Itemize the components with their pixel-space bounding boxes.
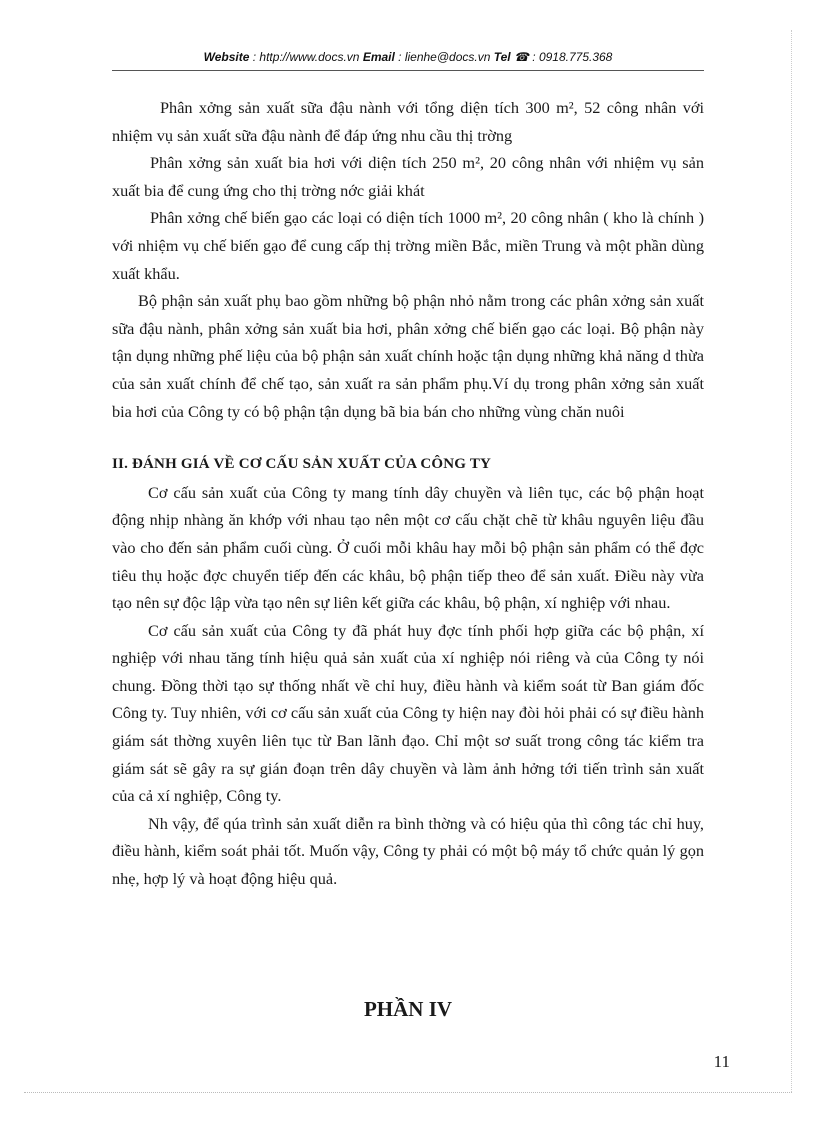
- paragraph-beer-workshop: Phân xởng sản xuất bia hơi với diện tích 250 m², 20 công nhân với nhiệm vụ sản xuất bia để cung ứng cho thị trờng nớc giải khát: [112, 153, 704, 200]
- website-label: Website: [203, 50, 250, 64]
- page-header: [112, 50, 704, 64]
- page-border-bottom: [24, 1092, 792, 1093]
- tel-value: : 0918.775.368: [528, 50, 613, 64]
- paragraph-conclusion: Nh vậy, để qúa trình sản xuất diễn ra bình thờng và có hiệu qủa thì công tác chỉ huy, điều hành, kiểm soát phải tốt. Muốn vậy, Công ty phải có một bộ máy tổ chức quản lý gọn nhẹ, hợp lý và hoạt động hiệu quả.: [112, 813, 704, 889]
- email-label: Email: [362, 50, 395, 64]
- website-value: : http://www.docs.vn: [249, 50, 363, 64]
- paragraph-soy-milk-workshop: Phân xởng sản xuất sữa đậu nành với tổng diện tích 300 m², 52 công nhân với nhiệm vụ sản xuất sữa đậu nành để đáp ứng nhu cầu thị trờng: [112, 98, 704, 145]
- paragraph-rice-workshop: Phân xởng chế biến gạo các loại có diện tích 1000 m², 20 công nhân ( kho là chính ) với nhiệm vụ chế biến gạo để cung cấp thị trờng miền Bắc, miền Trung và một phần dùng xuất khẩu.: [112, 208, 704, 283]
- page-border-right: [791, 30, 792, 1092]
- paragraph-auxiliary-production: Bộ phận sản xuất phụ bao gồm những bộ phận nhỏ nằm trong các phân xởng sản xuất sữa đậu nành, phân xởng sản xuất bia hơi, phân xởng chế biến gạo các loại. Bộ phận này tận dụng những phế liệu của bộ phận sản xuất chính hoặc tận dụng những khả năng d thừa của sản xuất chính để chế tạo, sản xuất ra sản phẩm phụ.Ví dụ trong phân xởng sản xuất bia hơi của Công ty có bộ phận tận dụng bã bia bán cho những vùng chăn nuôi: [112, 291, 704, 421]
- document-body: [112, 94, 704, 893]
- page-number: 11: [713, 1052, 730, 1071]
- tel-label: Tel: [493, 50, 511, 64]
- phone-icon: ☎: [513, 50, 529, 64]
- paragraph-structure-advantages: Cơ cấu sản xuất của Công ty đã phát huy đợc tính phối hợp giữa các bộ phận, xí nghiệp với nhau tăng tính hiệu quả sản xuất của xí nghiệp nói riêng và của Công ty nói chung. Đồng thời tạo sự thống nhất về chỉ huy, điều hành và kiểm soát từ Ban giám đốc Công ty. Tuy nhiên, với cơ cấu sản xuất của Công ty hiện nay đòi hỏi phải có sự điều hành giám sát thờng xuyên liên tục từ Ban lãnh đạo. Chỉ một sơ suất trong công tác kiểm tra giám sát sẽ gây ra sự gián đoạn trên dây chuyền và làm ảnh hởng tới tiến trình sản xuất của cả xí nghiệp, Công ty.: [112, 620, 704, 806]
- header-divider: [112, 70, 704, 71]
- section-title: II. ĐÁNH GIÁ VỀ CƠ CẤU SẢN XUẤT CỦA CÔNG TY: [112, 456, 492, 473]
- part-heading: PHẦN IV: [363, 997, 453, 1021]
- paragraph-structure-assessment: Cơ cấu sản xuất của Công ty mang tính dây chuyền và liên tục, các bộ phận hoạt động nhịp nhàng ăn khớp với nhau tạo nên một cơ cấu chặt chẽ từ khâu nguyên liệu đầu vào cho đến sản phẩm cuối cùng. Ở cuối mỗi khâu hay mỗi bộ phận sản phẩm có thể đợc tiêu thụ hoặc đợc chuyển tiếp đến các khâu, bộ phận tiếp theo để sản xuất. Điều này vừa tạo nên sự độc lập vừa tạo nên sự liên kết giữa các khâu, bộ phận, xí nghiệp với nhau.: [112, 482, 704, 613]
- email-value: : lienhe@docs.vn: [394, 50, 494, 64]
